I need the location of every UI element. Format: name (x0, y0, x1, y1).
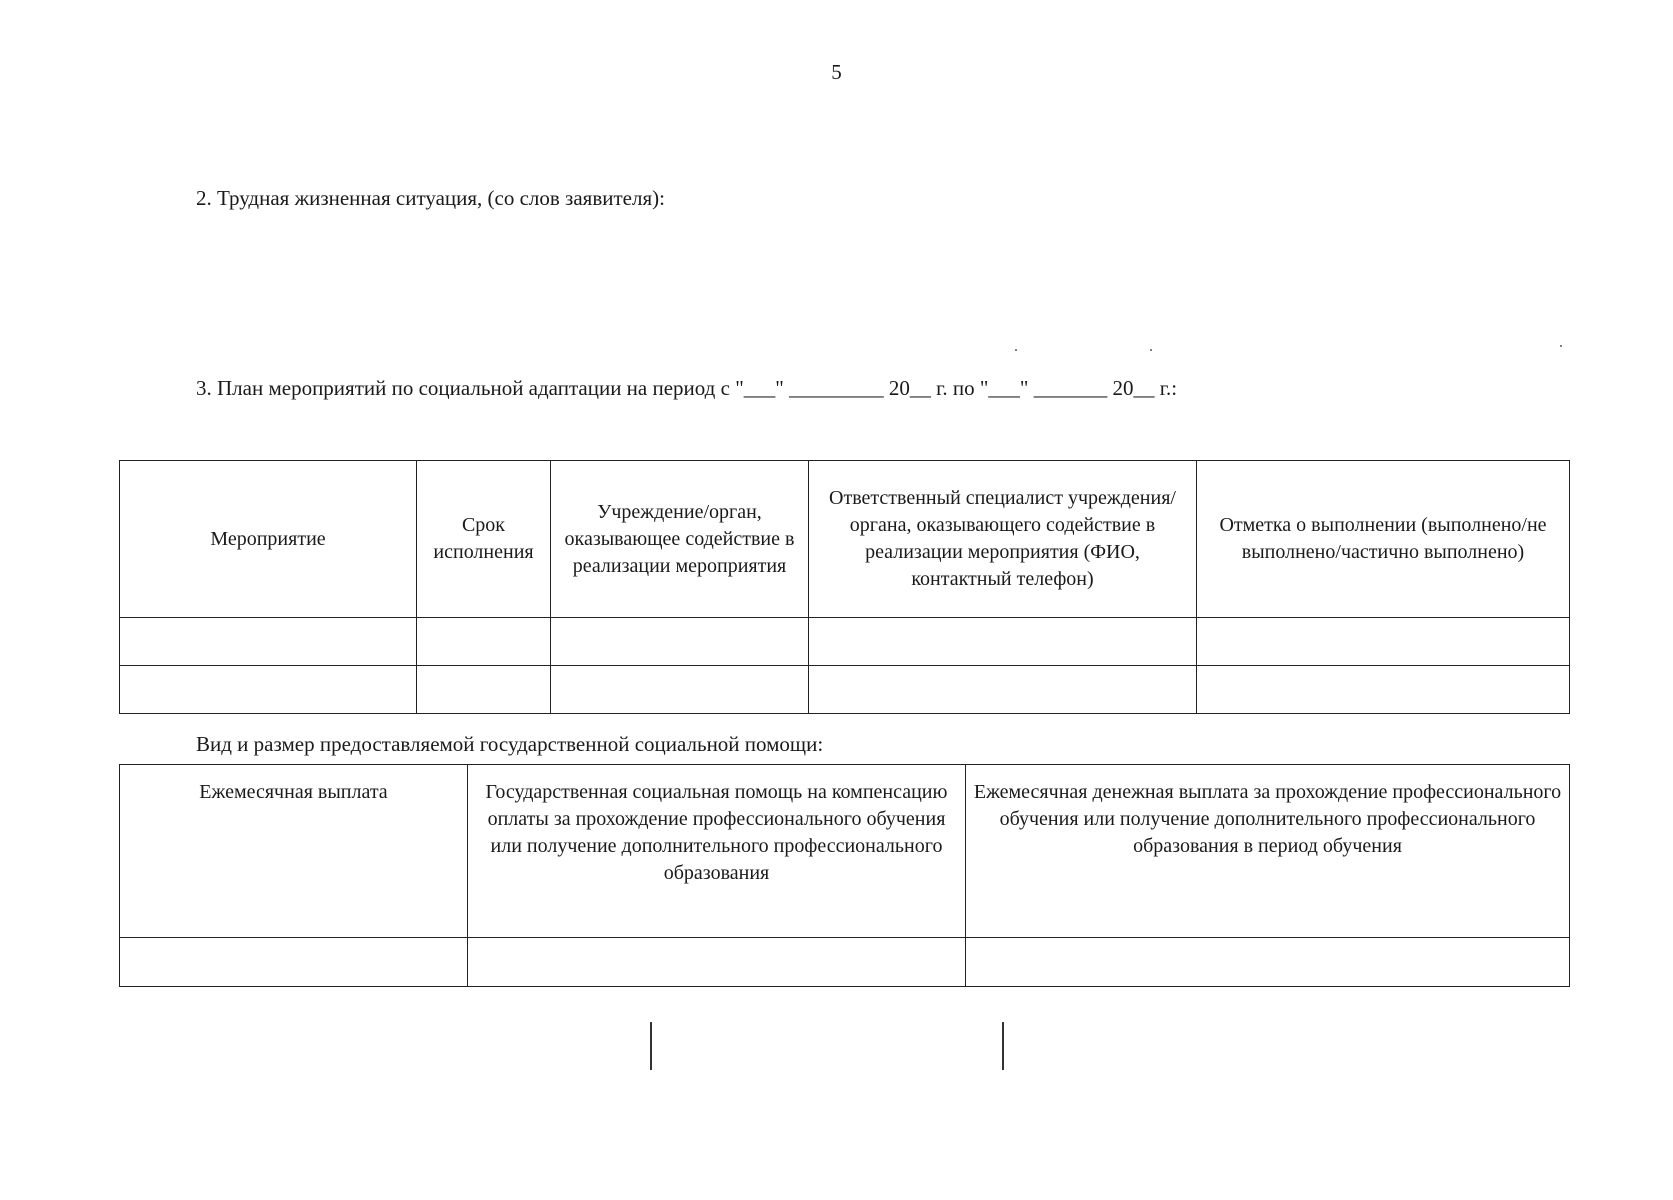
scan-speck (1560, 345, 1562, 347)
table-cell[interactable] (551, 618, 809, 666)
table-cell[interactable] (809, 618, 1197, 666)
header-completion-mark: Отметка о выполнении (выполнено/не выполнено/частично выполнено) (1197, 461, 1570, 618)
table-cell[interactable] (809, 666, 1197, 714)
scan-artifact-line (650, 1022, 652, 1070)
table-cell[interactable] (120, 938, 468, 987)
adaptation-plan-table (119, 460, 1570, 714)
header-training-compensation: Государственная социальная помощь на компенсацию оплаты за прохождение профессионального обучения или получение дополнительного профессионального образования (468, 765, 966, 938)
table-cell[interactable] (417, 666, 551, 714)
table-cell[interactable] (1197, 666, 1570, 714)
table-row (120, 666, 1570, 714)
header-responsible-specialist: Ответственный специалист учреждения/органа, оказывающего содействие в реализации мероприятия (ФИО, контактный телефон) (809, 461, 1197, 618)
table-header-row (120, 461, 1570, 618)
social-aid-table (119, 764, 1570, 987)
header-deadline: Срок исполнения (417, 461, 551, 618)
section-2-difficult-situation: 2. Трудная жизненная ситуация, (со слов заявителя): (196, 186, 665, 210)
table-cell[interactable] (120, 666, 417, 714)
scan-speck (1015, 349, 1017, 351)
header-institution: Учреждение/орган, оказывающее содействие в реализации мероприятия (551, 461, 809, 618)
section-3-adaptation-plan-period: 3. План мероприятий по социальной адаптации на период с "___" _________ 20__ г. по "___" _______ 20__ г.: (196, 376, 1178, 400)
table-cell[interactable] (1197, 618, 1570, 666)
aid-heading: Вид и размер предоставляемой государственной социальной помощи: (196, 732, 824, 756)
table-row (120, 938, 1570, 987)
scan-speck (1150, 349, 1152, 351)
table-row (120, 618, 1570, 666)
table-cell[interactable] (551, 666, 809, 714)
scan-artifact-line (1002, 1022, 1004, 1070)
table-cell[interactable] (966, 938, 1570, 987)
header-monthly-training-payment: Ежемесячная денежная выплата за прохождение профессионального обучения или получение дополнительного профессионального образования в период обучения (966, 765, 1570, 938)
table-cell[interactable] (417, 618, 551, 666)
page-number: 5 (831, 60, 842, 84)
table-cell[interactable] (120, 618, 417, 666)
table-cell[interactable] (468, 938, 966, 987)
header-monthly-payment: Ежемесячная выплата (120, 765, 468, 938)
table-header-row (120, 765, 1570, 938)
header-measure: Мероприятие (120, 461, 417, 618)
